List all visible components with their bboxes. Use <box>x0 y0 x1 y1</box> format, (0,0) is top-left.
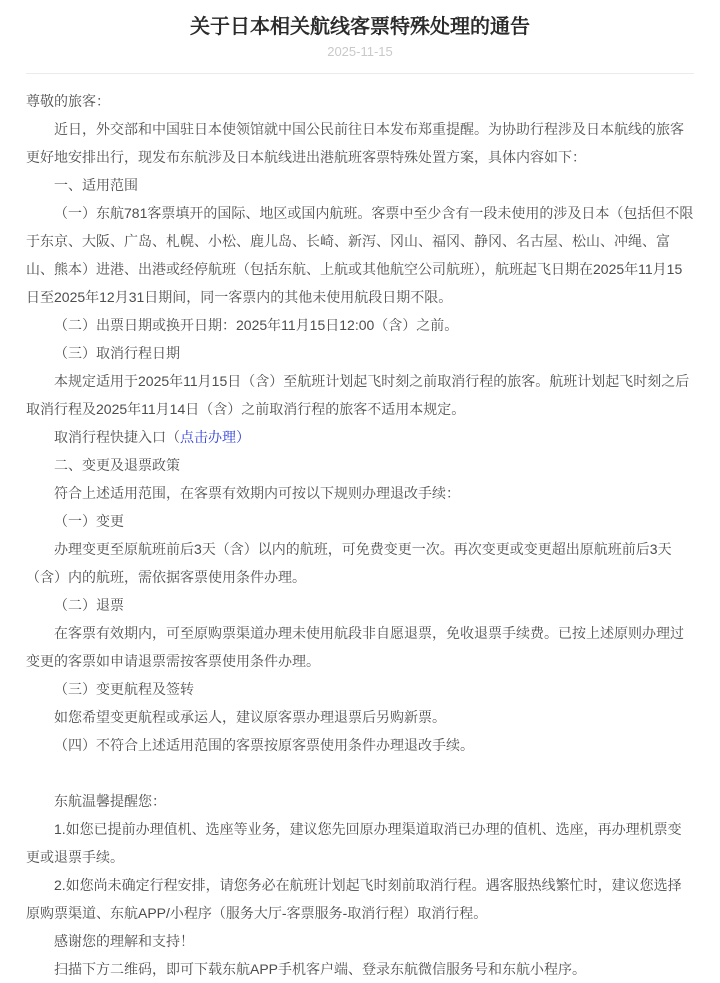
section-scope-heading: 一、适用范围 <box>54 177 138 193</box>
page-title: 关于日本相关航线客票特殊处理的通告 <box>190 16 530 38</box>
publish-date: 2025-11-15 <box>327 44 393 59</box>
change-heading: （一）变更 <box>54 513 124 529</box>
qr-note: 扫描下方二维码，即可下载东航APP手机客户端、登录东航微信服务号和东航小程序。 <box>54 961 587 977</box>
reroute-heading: （三）变更航程及签转 <box>54 681 194 697</box>
intro-paragraph: 近日，外交部和中国驻日本使领馆就中国公民前往日本发布郑重提醒。为协助行程涉及日本航线的旅客更好地安排出行，现发布东航涉及日本航线进出港航班客票特殊处置方案，具体内容如下： <box>26 121 684 165</box>
cancel-entry-label: 取消行程快捷入口（ <box>54 429 180 445</box>
notice-body <box>26 74 694 983</box>
change-body: 办理变更至原航班前后3天（含）以内的航班，可免费变更一次。再次变更或变更超出原航班前后3天（含）内的航班，需依据客票使用条件办理。 <box>26 541 672 585</box>
notice-header <box>26 0 694 61</box>
reminder-item-2: 2.如您尚未确定行程安排，请您务必在航班计划起飞时刻前取消行程。遇客服热线繁忙时，建议您选择原购票渠道、东航APP/小程序（服务大厅-客票服务-取消行程）取消行程。 <box>26 877 682 921</box>
reminder-heading: 东航温馨提醒您： <box>54 793 166 809</box>
thanks-line: 感谢您的理解和支持！ <box>54 933 194 949</box>
reroute-body: 如您希望变更航程或承运人，建议原客票办理退票后另购新票。 <box>54 709 446 725</box>
other-item: （四）不符合上述适用范围的客票按原客票使用条件办理退改手续。 <box>54 737 474 753</box>
cancel-entry-paragraph <box>26 423 694 451</box>
refund-heading: （二）退票 <box>54 597 124 613</box>
reminder-item-1: 1.如您已提前办理值机、选座等业务，建议您先回原办理渠道取消已办理的值机、选座，再办理机票变更或退票手续。 <box>26 821 682 865</box>
scope-item-2: （二）出票日期或换开日期：2025年11月15日12:00（含）之前。 <box>54 317 459 333</box>
scope-item-1: （一）东航781客票填开的国际、地区或国内航班。客票中至少含有一段未使用的涉及日本（包括但不限于东京、大阪、广岛、札幌、小松、鹿儿岛、长崎、新泻、冈山、福冈、静冈、名古屋、松山、冲绳、富山、熊本）进港、出港或经停航班（包括东航、上航或其他航空公司航班），航班起飞日期在2025年11月15日至2025年12月31日期间，同一客票内的其他未使用航段日期不限。 <box>26 205 694 305</box>
cancel-trip-link[interactable]: 点击办理 <box>180 429 236 445</box>
blank-line <box>26 759 694 787</box>
scope-item-3-heading: （三）取消行程日期 <box>54 345 180 361</box>
policy-intro: 符合上述适用范围，在客票有效期内可按以下规则办理退改手续： <box>54 485 460 501</box>
scope-item-3-body: 本规定适用于2025年11月15日（含）至航班计划起飞时刻之前取消行程的旅客。航班计划起飞时刻之后取消行程及2025年11月14日（含）之前取消行程的旅客不适用本规定。 <box>26 373 690 417</box>
section-policy-heading: 二、变更及退票政策 <box>54 457 180 473</box>
salutation: 尊敬的旅客： <box>26 93 110 109</box>
cancel-entry-closing-paren: ） <box>236 429 250 445</box>
refund-body: 在客票有效期内，可至原购票渠道办理未使用航段非自愿退票，免收退票手续费。已按上述原则办理过变更的客票如申请退票需按客票使用条件办理。 <box>26 625 684 669</box>
